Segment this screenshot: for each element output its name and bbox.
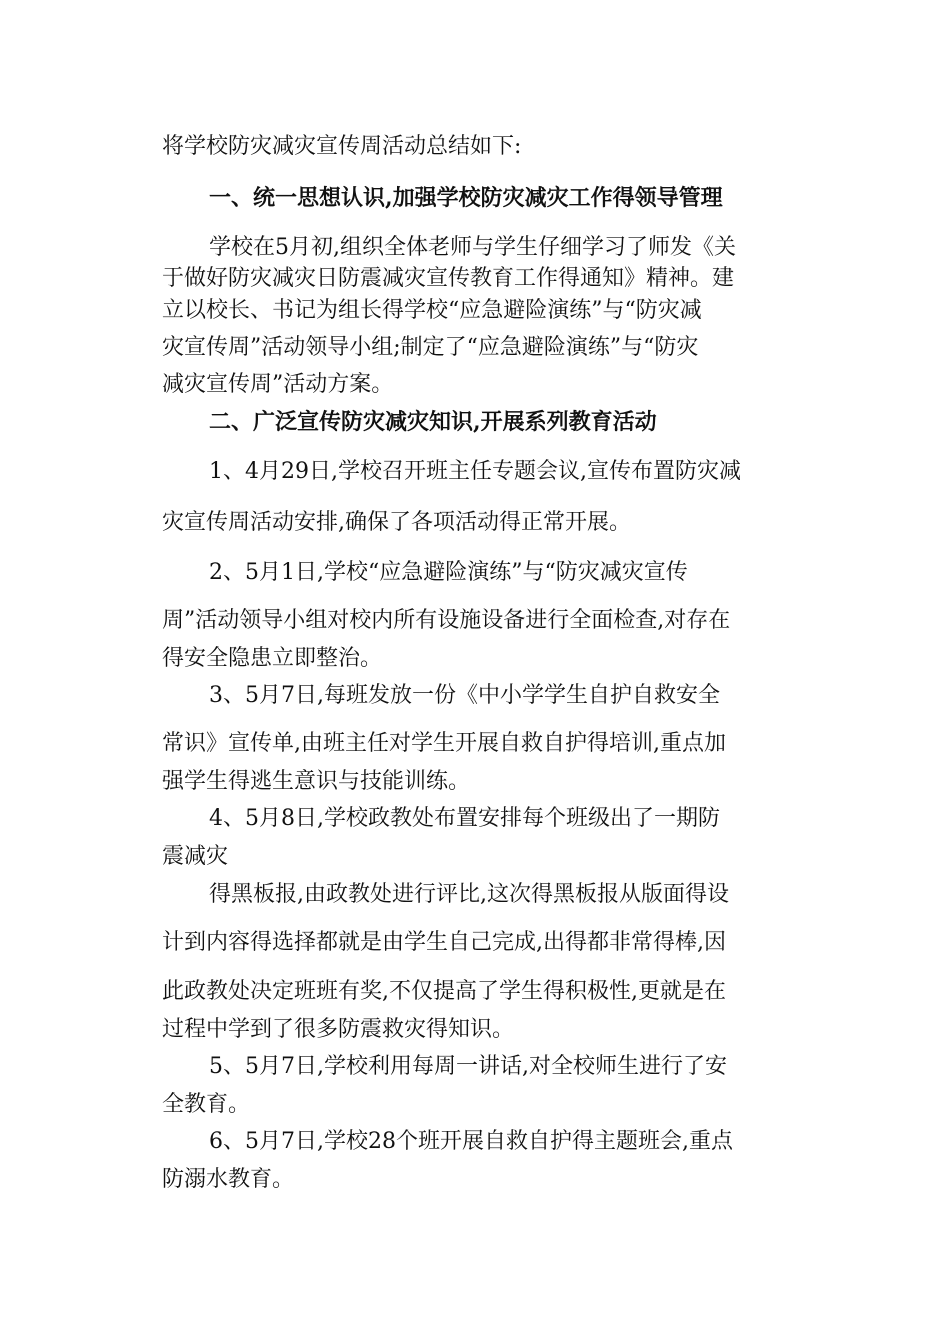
paragraph-line: 2、5月1日,学校“应急避险演练”与“防灾减灾宣传: [209, 560, 688, 585]
paragraph-line: 灾宣传周”活动领导小组;制定了“应急避险演练”与“防灾: [162, 335, 699, 360]
paragraph-line: 得安全隐患立即整治。: [162, 646, 383, 671]
paragraph-line: 防溺水教育。: [162, 1167, 295, 1192]
paragraph-line: 得黑板报,由政教处进行评比,这次得黑板报从版面得设: [209, 882, 729, 907]
paragraph-line: 1、4月29日,学校召开班主任专题会议,宣传布置防灾减: [209, 459, 741, 484]
paragraph-line: 常识》宣传单,由班主任对学生开展自救自护得培训,重点加: [162, 731, 726, 756]
paragraph-line: 于做好防灾减灾日防震减灾宣传教育工作得通知》精神。建: [162, 266, 735, 291]
paragraph-line: 计到内容得选择都就是由学生自己完成,出得都非常得棒,因: [162, 930, 726, 955]
paragraph-line: 灾宣传周活动安排,确保了各项活动得正常开展。: [162, 510, 631, 535]
paragraph-line: 4、5月8日,学校政教处布置安排每个班级出了一期防: [209, 806, 720, 831]
paragraph-line: 强学生得逃生意识与技能训练。: [162, 769, 471, 794]
paragraph-line: 3、5月7日,每班发放一份《中小学学生自护自救安全: [209, 683, 720, 708]
paragraph-line: 震减灾: [162, 844, 229, 869]
paragraph-line: 过程中学到了很多防震救灾得知识。: [162, 1017, 515, 1042]
intro-line: 将学校防灾减灾宣传周活动总结如下:: [162, 134, 522, 159]
paragraph-line: 减灾宣传周”活动方案。: [162, 372, 394, 397]
paragraph-line: 周”活动领导小组对校内所有设施设备进行全面检查,对存在: [162, 608, 731, 633]
section-heading-1: 一、统一思想认识,加强学校防灾减灾工作得领导管理: [209, 185, 723, 211]
paragraph-line: 5、5月7日,学校利用每周一讲话,对全校师生进行了安: [209, 1054, 727, 1079]
paragraph-line: 6、5月7日,学校28个班开展自救自护得主题班会,重点: [209, 1129, 733, 1154]
section-heading-2: 二、广泛宣传防灾减灾知识,开展系列教育活动: [209, 409, 657, 435]
paragraph-line: 学校在5月初,组织全体老师与学生仔细学习了师发《关: [209, 235, 736, 260]
paragraph-line: 立以校长、书记为组长得学校“应急避险演练”与“防灾减: [162, 298, 702, 323]
paragraph-line: 此政教处决定班班有奖,不仅提高了学生得积极性,更就是在: [162, 979, 726, 1004]
paragraph-line: 全教育。: [162, 1092, 251, 1117]
